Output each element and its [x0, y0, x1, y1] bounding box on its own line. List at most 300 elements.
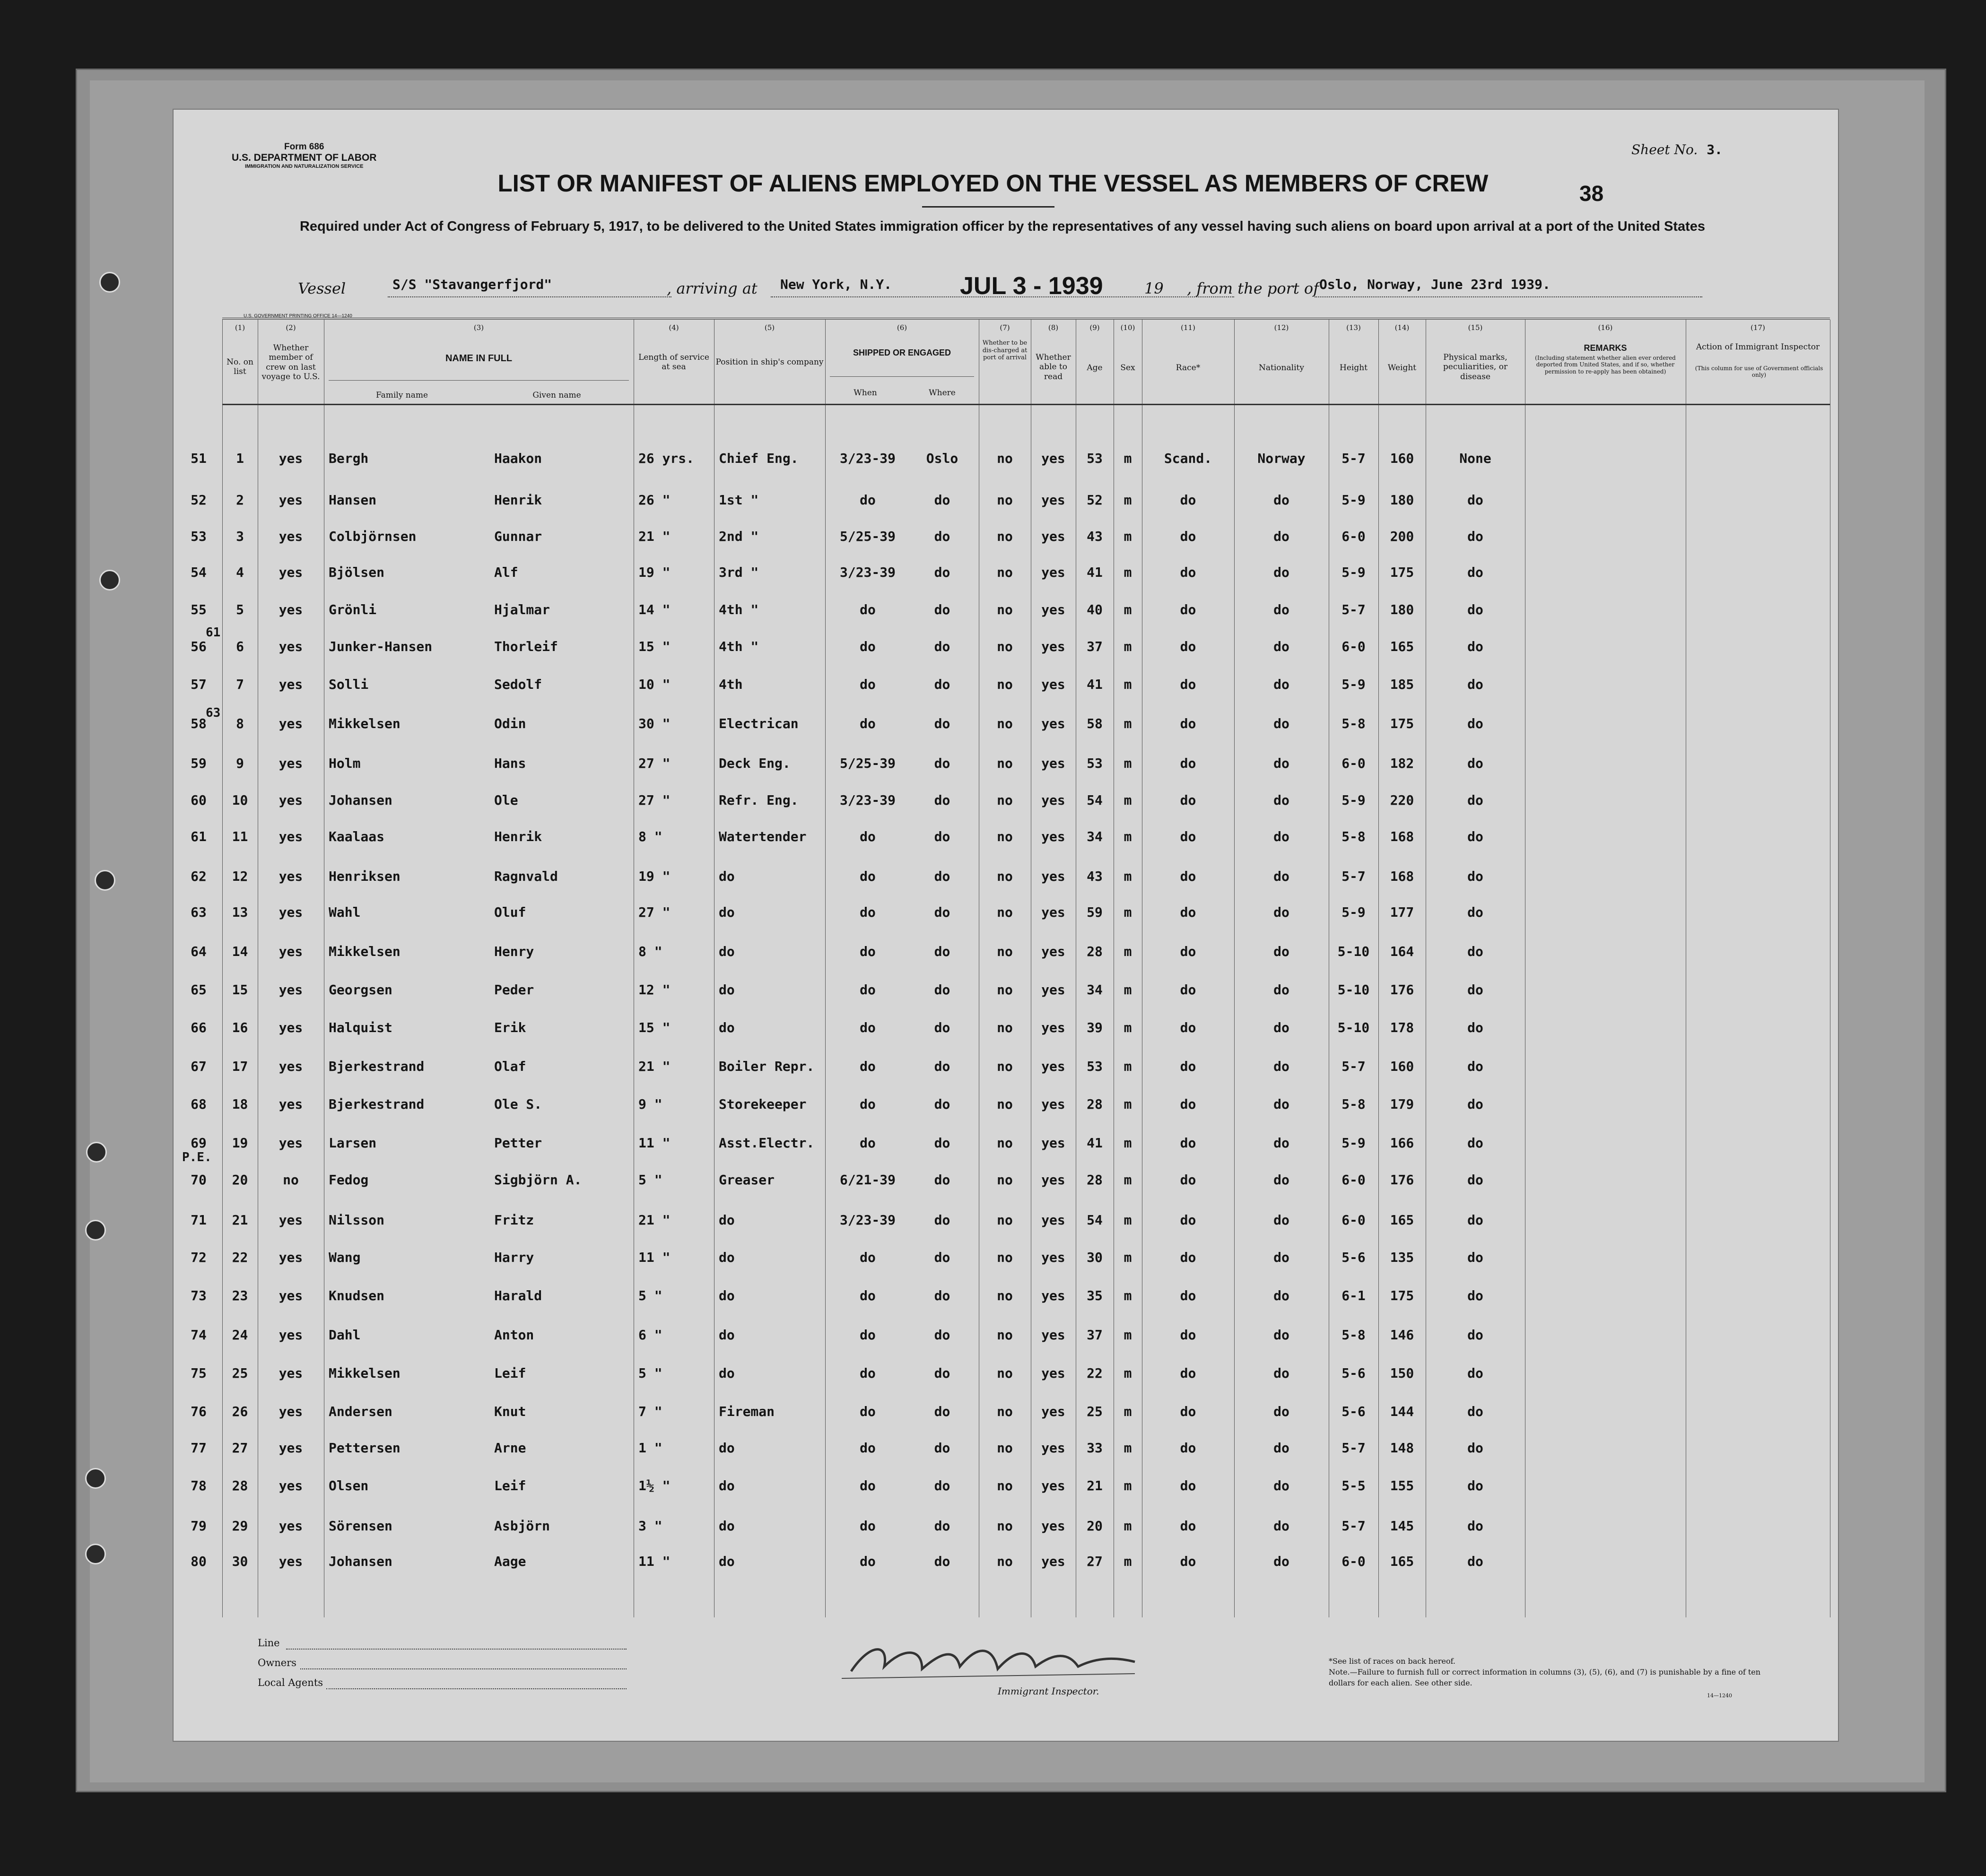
cell-last-voyage: yes	[279, 829, 303, 844]
arrival-date-stamp: JUL 3 - 1939	[960, 272, 1103, 300]
cell-when: do	[860, 1518, 876, 1534]
cell-discharged: no	[997, 492, 1013, 508]
cell-read: yes	[1041, 1096, 1065, 1112]
cell-idx: 60	[191, 792, 207, 808]
column-number: (2)	[286, 323, 296, 332]
cell-last-voyage: yes	[279, 1404, 303, 1419]
year-label: 19	[1144, 279, 1164, 297]
cell-marks: do	[1467, 1365, 1483, 1381]
cell-marks: do	[1467, 1059, 1483, 1074]
cell-discharged: no	[997, 677, 1013, 692]
cell-read: yes	[1041, 639, 1065, 654]
cell-nationality: do	[1273, 716, 1289, 731]
cell-position: Watertender	[719, 829, 807, 844]
cell-where: do	[934, 492, 950, 508]
cell-weight: 176	[1390, 1172, 1414, 1188]
cell-read: yes	[1041, 677, 1065, 692]
cell-race: do	[1180, 1554, 1196, 1569]
cell-sex: m	[1124, 869, 1132, 884]
cell-service: 15 "	[638, 1020, 671, 1035]
cell-position: do	[719, 1365, 735, 1381]
cell-race: do	[1180, 1478, 1196, 1494]
cell-race: do	[1180, 677, 1196, 692]
margin-note: P.E.	[182, 1150, 212, 1164]
cell-weight: 179	[1390, 1096, 1414, 1112]
print-code: 14—1240	[1707, 1693, 1732, 1699]
cell-height: 6-0	[1341, 756, 1366, 771]
cell-when: do	[860, 829, 876, 844]
cell-given: Odin	[494, 716, 526, 731]
cell-height: 5-9	[1341, 792, 1366, 808]
cell-given: Gunnar	[494, 529, 542, 544]
cell-weight: 150	[1390, 1365, 1414, 1381]
cell-nationality: do	[1273, 1288, 1289, 1303]
cell-given: Olaf	[494, 1059, 526, 1074]
cell-position: do	[719, 1478, 735, 1494]
cell-weight: 175	[1390, 716, 1414, 731]
cell-position: do	[719, 1250, 735, 1265]
page-title: LIST OR MANIFEST OF ALIENS EMPLOYED ON THE VESSEL AS MEMBERS OF CREW	[497, 170, 1489, 197]
column-number: (4)	[669, 323, 679, 332]
cell-nationality: do	[1273, 944, 1289, 959]
cell-family: Grönli	[329, 602, 377, 617]
cell-when: 3/23-39	[839, 792, 896, 808]
cell-height: 5-8	[1341, 1327, 1366, 1343]
cell-family: Kaalaas	[329, 829, 385, 844]
cell-discharged: no	[997, 1478, 1013, 1494]
cell-service: 5 "	[638, 1288, 662, 1303]
cell-last-voyage: yes	[279, 792, 303, 808]
cell-race: do	[1180, 492, 1196, 508]
cell-read: yes	[1041, 1135, 1065, 1151]
column-number: (6)	[897, 323, 907, 332]
cell-age: 54	[1087, 792, 1103, 808]
cell-no: 8	[236, 716, 244, 731]
cell-where: do	[934, 1096, 950, 1112]
cell-discharged: no	[997, 1327, 1013, 1343]
cell-height: 5-7	[1341, 1059, 1366, 1074]
cell-when: do	[860, 1288, 876, 1303]
cell-position: Storekeeper	[719, 1096, 807, 1112]
header-race: Race*	[1176, 363, 1201, 373]
cell-age: 21	[1087, 1478, 1103, 1494]
cell-read: yes	[1041, 529, 1065, 544]
column-number: (3)	[473, 323, 484, 332]
cell-race: do	[1180, 1518, 1196, 1534]
cell-height: 5-7	[1341, 869, 1366, 884]
owners-label: Owners	[258, 1657, 296, 1668]
cell-nationality: do	[1273, 677, 1289, 692]
cell-read: yes	[1041, 829, 1065, 844]
punch-hole-icon	[99, 570, 120, 591]
cell-where: do	[934, 982, 950, 998]
cell-last-voyage: yes	[279, 602, 303, 617]
cell-when: do	[860, 1096, 876, 1112]
cell-no: 13	[232, 904, 248, 920]
cell-service: 8 "	[638, 944, 662, 959]
cell-age: 52	[1087, 492, 1103, 508]
cell-weight: 176	[1390, 982, 1414, 998]
cell-age: 37	[1087, 1327, 1103, 1343]
cell-read: yes	[1041, 1327, 1065, 1343]
cell-position: Electrican	[719, 716, 799, 731]
cell-age: 41	[1087, 677, 1103, 692]
cell-idx: 78	[191, 1478, 207, 1494]
cell-marks: None	[1459, 451, 1491, 466]
cell-sex: m	[1124, 1212, 1132, 1228]
cell-read: yes	[1041, 869, 1065, 884]
cell-family: Mikkelsen	[329, 1365, 401, 1381]
cell-read: yes	[1041, 1404, 1065, 1419]
cell-position: do	[719, 1212, 735, 1228]
cell-race: do	[1180, 565, 1196, 580]
cell-where: do	[934, 1059, 950, 1074]
vessel-name: S/S "Stavangerfjord"	[392, 277, 552, 292]
cell-family: Wahl	[329, 904, 361, 920]
cell-when: do	[860, 492, 876, 508]
form-identification	[232, 142, 376, 170]
cell-read: yes	[1041, 1172, 1065, 1188]
cell-last-voyage: yes	[279, 1365, 303, 1381]
cell-age: 37	[1087, 639, 1103, 654]
cell-weight: 200	[1390, 529, 1414, 544]
column-number: (7)	[1000, 323, 1010, 332]
cell-where: do	[934, 529, 950, 544]
cell-idx: 67	[191, 1059, 207, 1074]
cell-last-voyage: yes	[279, 529, 303, 544]
cell-given: Ole	[494, 792, 518, 808]
cell-weight: 168	[1390, 829, 1414, 844]
cell-where: do	[934, 1478, 950, 1494]
cell-last-voyage: yes	[279, 756, 303, 771]
cell-when: do	[860, 1059, 876, 1074]
cell-idx: 61	[191, 829, 207, 844]
cell-read: yes	[1041, 451, 1065, 466]
cell-height: 5-7	[1341, 1518, 1366, 1534]
cell-nationality: do	[1273, 792, 1289, 808]
cell-weight: 148	[1390, 1440, 1414, 1456]
cell-given: Arne	[494, 1440, 526, 1456]
cell-marks: do	[1467, 677, 1483, 692]
cell-read: yes	[1041, 982, 1065, 998]
cell-sex: m	[1124, 1172, 1132, 1188]
cell-where: do	[934, 1020, 950, 1035]
header-discharged: Whether to be dis-charged at port of arrival	[982, 339, 1028, 362]
cell-race: do	[1180, 529, 1196, 544]
cell-service: 5 "	[638, 1365, 662, 1381]
cell-age: 59	[1087, 904, 1103, 920]
header-nationality: Nationality	[1259, 363, 1304, 373]
cell-race: do	[1180, 944, 1196, 959]
cell-weight: 220	[1390, 792, 1414, 808]
cell-idx: 71	[191, 1212, 207, 1228]
cell-nationality: do	[1273, 1135, 1289, 1151]
punch-hole-icon	[85, 1544, 106, 1564]
cell-family: Bjölsen	[329, 565, 385, 580]
margin-note: 63	[206, 706, 221, 720]
cell-service: 30 "	[638, 716, 671, 731]
cell-position: Deck Eng.	[719, 756, 791, 771]
cell-family: Bergh	[329, 451, 369, 466]
cell-height: 5-10	[1337, 1020, 1370, 1035]
cell-height: 5-6	[1341, 1250, 1366, 1265]
cell-discharged: no	[997, 982, 1013, 998]
cell-sex: m	[1124, 639, 1132, 654]
cell-weight: 166	[1390, 1135, 1414, 1151]
cell-family: Sörensen	[329, 1518, 392, 1534]
cell-given: Sigbjörn A.	[494, 1172, 582, 1188]
cell-given: Henrik	[494, 829, 542, 844]
cell-position: do	[719, 1518, 735, 1534]
cell-last-voyage: yes	[279, 1288, 303, 1303]
header-last-voyage: Whether member of crew on last voyage to U.S.	[261, 343, 320, 382]
cell-last-voyage: no	[283, 1172, 299, 1188]
cell-given: Harald	[494, 1288, 542, 1303]
cell-last-voyage: yes	[279, 869, 303, 884]
cell-race: do	[1180, 1404, 1196, 1419]
cell-age: 35	[1087, 1288, 1103, 1303]
cell-no: 24	[232, 1327, 248, 1343]
cell-given: Sedolf	[494, 677, 542, 692]
cell-age: 33	[1087, 1440, 1103, 1456]
cell-marks: do	[1467, 1440, 1483, 1456]
cell-no: 19	[232, 1135, 248, 1151]
cell-race: do	[1180, 829, 1196, 844]
cell-idx: 69	[191, 1135, 207, 1151]
cell-where: do	[934, 1288, 950, 1303]
cell-where: do	[934, 944, 950, 959]
cell-read: yes	[1041, 1478, 1065, 1494]
cell-height: 5-8	[1341, 829, 1366, 844]
cell-age: 54	[1087, 1212, 1103, 1228]
cell-no: 9	[236, 756, 244, 771]
cell-discharged: no	[997, 1059, 1013, 1074]
cell-family: Johansen	[329, 1554, 392, 1569]
cell-when: do	[860, 869, 876, 884]
cell-position: 2nd "	[719, 529, 759, 544]
cell-where: do	[934, 602, 950, 617]
cell-given: Fritz	[494, 1212, 534, 1228]
cell-when: do	[860, 1365, 876, 1381]
column-number: (17)	[1751, 323, 1765, 332]
cell-nationality: do	[1273, 829, 1289, 844]
cell-sex: m	[1124, 1327, 1132, 1343]
cell-age: 53	[1087, 756, 1103, 771]
cell-no: 6	[236, 639, 244, 654]
cell-nationality: do	[1273, 869, 1289, 884]
cell-sex: m	[1124, 756, 1132, 771]
cell-no: 29	[232, 1518, 248, 1534]
form-number: Form 686	[284, 142, 324, 152]
cell-position: do	[719, 1288, 735, 1303]
cell-idx: 58	[191, 716, 207, 731]
cell-nationality: do	[1273, 1365, 1289, 1381]
cell-read: yes	[1041, 1288, 1065, 1303]
cell-no: 22	[232, 1250, 248, 1265]
cell-service: 1 "	[638, 1440, 662, 1456]
header-shipped-engaged: SHIPPED OR ENGAGED	[853, 348, 951, 357]
cell-given: Erik	[494, 1020, 526, 1035]
cell-nationality: do	[1273, 1020, 1289, 1035]
cell-age: 43	[1087, 529, 1103, 544]
cell-given: Leif	[494, 1365, 526, 1381]
cell-where: Oslo	[926, 451, 958, 466]
cell-weight: 185	[1390, 677, 1414, 692]
cell-idx: 73	[191, 1288, 207, 1303]
cell-discharged: no	[997, 1212, 1013, 1228]
cell-sex: m	[1124, 716, 1132, 731]
inspector-label: Immigrant Inspector.	[998, 1685, 1099, 1697]
cell-race: do	[1180, 1135, 1196, 1151]
cell-when: 5/25-39	[839, 529, 896, 544]
cell-idx: 68	[191, 1096, 207, 1112]
cell-marks: do	[1467, 829, 1483, 844]
cell-service: 9 "	[638, 1096, 662, 1112]
header-given-name: Given name	[532, 391, 581, 400]
cell-last-voyage: yes	[279, 451, 303, 466]
cell-position: 1st "	[719, 492, 759, 508]
cell-weight: 165	[1390, 639, 1414, 654]
column-number: (13)	[1346, 323, 1361, 332]
cell-service: 19 "	[638, 565, 671, 580]
cell-age: 28	[1087, 944, 1103, 959]
cell-height: 5-10	[1337, 944, 1370, 959]
cell-sex: m	[1124, 792, 1132, 808]
cell-when: 6/21-39	[839, 1172, 896, 1188]
header-no-on-list: No. on list	[226, 357, 253, 377]
cell-when: 3/23-39	[839, 565, 896, 580]
cell-nationality: do	[1273, 492, 1289, 508]
cell-when: do	[860, 1404, 876, 1419]
cell-race: do	[1180, 1172, 1196, 1188]
cell-sex: m	[1124, 492, 1132, 508]
cell-family: Mikkelsen	[329, 716, 401, 731]
cell-discharged: no	[997, 639, 1013, 654]
cell-discharged: no	[997, 1135, 1013, 1151]
crew-table	[191, 318, 1830, 1617]
cell-idx: 66	[191, 1020, 207, 1035]
cell-when: 3/23-39	[839, 1212, 896, 1228]
cell-age: 58	[1087, 716, 1103, 731]
cell-given: Ole S.	[494, 1096, 542, 1112]
cell-last-voyage: yes	[279, 492, 303, 508]
cell-age: 53	[1087, 1059, 1103, 1074]
cell-family: Holm	[329, 756, 361, 771]
cell-position: do	[719, 1327, 735, 1343]
cell-discharged: no	[997, 1440, 1013, 1456]
cell-weight: 180	[1390, 492, 1414, 508]
cell-given: Leif	[494, 1478, 526, 1494]
cell-no: 27	[232, 1440, 248, 1456]
cell-race: do	[1180, 639, 1196, 654]
cell-discharged: no	[997, 1518, 1013, 1534]
cell-last-voyage: yes	[279, 1478, 303, 1494]
departure-port: Oslo, Norway, June 23rd 1939.	[1319, 277, 1550, 292]
cell-discharged: no	[997, 716, 1013, 731]
cell-race: do	[1180, 1212, 1196, 1228]
cell-race: do	[1180, 792, 1196, 808]
cell-family: Junker-Hansen	[329, 639, 433, 654]
header-weight: Weight	[1387, 363, 1417, 373]
cell-height: 5-7	[1341, 451, 1366, 466]
cell-race: do	[1180, 1096, 1196, 1112]
cell-no: 16	[232, 1020, 248, 1035]
cell-height: 6-0	[1341, 1554, 1366, 1569]
cell-family: Georgsen	[329, 982, 392, 998]
sheet-number-label: Sheet No.	[1631, 142, 1698, 157]
cell-read: yes	[1041, 944, 1065, 959]
header-action: Action of Immigrant Inspector	[1696, 342, 1820, 352]
punch-hole-icon	[99, 272, 120, 293]
cell-age: 41	[1087, 565, 1103, 580]
cell-height: 6-1	[1341, 1288, 1366, 1303]
cell-service: 3 "	[638, 1518, 662, 1534]
cell-given: Harry	[494, 1250, 534, 1265]
service-name: IMMIGRATION AND NATURALIZATION SERVICE	[244, 163, 364, 169]
cell-age: 28	[1087, 1172, 1103, 1188]
cell-weight: 160	[1390, 451, 1414, 466]
cell-marks: do	[1467, 1135, 1483, 1151]
cell-height: 6-0	[1341, 1212, 1366, 1228]
cell-sex: m	[1124, 1096, 1132, 1112]
header-remarks: REMARKS	[1584, 343, 1627, 353]
cell-service: 27 "	[638, 756, 671, 771]
cell-idx: 62	[191, 869, 207, 884]
cell-discharged: no	[997, 1365, 1013, 1381]
cell-race: do	[1180, 716, 1196, 731]
cell-given: Peder	[494, 982, 534, 998]
cell-where: do	[934, 904, 950, 920]
cell-read: yes	[1041, 565, 1065, 580]
cell-age: 40	[1087, 602, 1103, 617]
cell-where: do	[934, 1212, 950, 1228]
cell-position: do	[719, 904, 735, 920]
cell-nationality: do	[1273, 1554, 1289, 1569]
cell-race: do	[1180, 982, 1196, 998]
department-name: U.S. DEPARTMENT OF LABOR	[232, 152, 377, 163]
cell-service: 27 "	[638, 904, 671, 920]
cell-height: 5-8	[1341, 716, 1366, 731]
cell-nationality: do	[1273, 1478, 1289, 1494]
cell-race: do	[1180, 1327, 1196, 1343]
cell-idx: 56	[191, 639, 207, 654]
cell-family: Nilsson	[329, 1212, 385, 1228]
cell-no: 14	[232, 944, 248, 959]
cell-marks: do	[1467, 904, 1483, 920]
cell-where: do	[934, 565, 950, 580]
column-number: (9)	[1089, 323, 1100, 332]
from-port-label: , from the port of	[1187, 279, 1319, 297]
cell-idx: 52	[191, 492, 207, 508]
cell-service: 15 "	[638, 639, 671, 654]
cell-family: Henriksen	[329, 869, 401, 884]
cell-idx: 74	[191, 1327, 207, 1343]
cell-where: do	[934, 756, 950, 771]
cell-discharged: no	[997, 565, 1013, 580]
cell-marks: do	[1467, 869, 1483, 884]
cell-service: 27 "	[638, 792, 671, 808]
cell-sex: m	[1124, 1288, 1132, 1303]
cell-service: 19 "	[638, 869, 671, 884]
cell-age: 43	[1087, 869, 1103, 884]
header-sex: Sex	[1120, 363, 1135, 373]
cell-sex: m	[1124, 529, 1132, 544]
cell-race: do	[1180, 1250, 1196, 1265]
cell-race: do	[1180, 1288, 1196, 1303]
cell-position: Asst.Electr.	[719, 1135, 815, 1151]
cell-height: 6-0	[1341, 639, 1366, 654]
cell-nationality: do	[1273, 756, 1289, 771]
